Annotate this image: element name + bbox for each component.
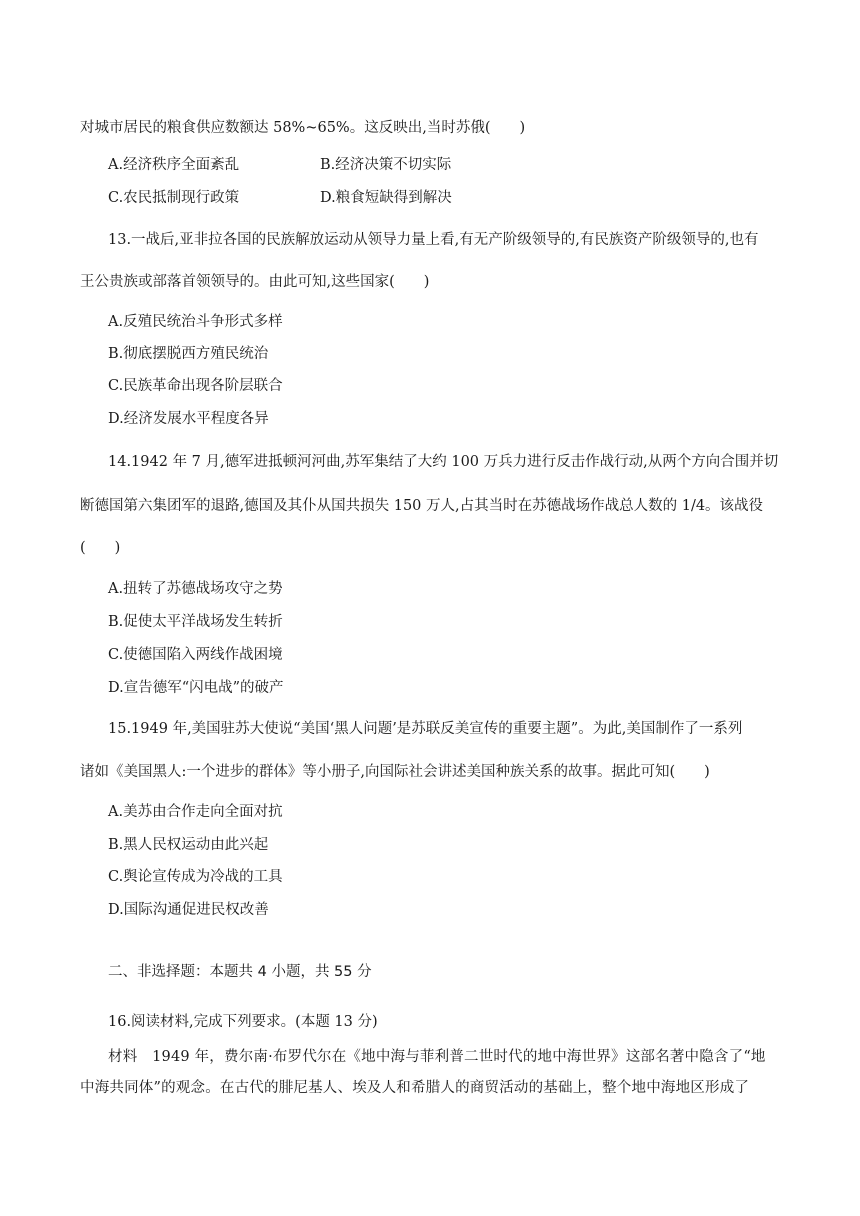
q13-option-a: A.反殖民统治斗争形式多样 (108, 314, 283, 330)
q15-option-d: D.国际沟通促进民权改善 (108, 902, 269, 918)
q12-option-a: A.经济秩序全面紊乱 (108, 157, 240, 173)
q13-option-c: C.民族革命出现各阶层联合 (108, 378, 283, 394)
q15-stem-line1: 15.1949 年,美国驻苏大使说“美国‘黑人问题’是苏联反美宣传的重要主题”。为此,美国制作了一系列 (108, 721, 743, 737)
q16-stem: 16.阅读材料,完成下列要求。(本题 13 分) (108, 1014, 378, 1030)
q15-option-a: A.美苏由合作走向全面对抗 (108, 804, 283, 820)
q13-option-d: D.经济发展水平程度各异 (108, 411, 269, 427)
q14-stem-line1: 14.1942 年 7 月,德军进抵顿河河曲,苏军集结了大约 100 万兵力进行反击作战行动,从两个方向合围并切 (108, 454, 779, 470)
q16-material-line2: 中海共同体”的观念。在古代的腓尼基人、埃及人和希腊人的商贸活动的基础上，整个地中海地区形成了 (80, 1080, 750, 1096)
section-heading: 二、非选择题：本题共 4 小题，共 55 分 (108, 964, 372, 980)
q13-stem-line2: 王公贵族或部落首领领导的。由此可知,这些国家( ) (80, 274, 430, 290)
q14-stem-line3: ( ) (80, 540, 121, 556)
q14-option-a: A.扭转了苏德战场攻守之势 (108, 581, 283, 597)
q15-stem-line2: 诸如《美国黑人:一个进步的群体》等小册子,向国际社会讲述美国种族关系的故事。据此可知( ) (80, 764, 710, 780)
q13-option-b: B.彻底摆脱西方殖民统治 (108, 346, 269, 362)
q16-material-line1: 材料 1949 年，费尔南·布罗代尔在《地中海与菲利普二世时代的地中海世界》这部名著中隐含了“地 (108, 1049, 766, 1065)
q13-stem-line1: 13.一战后,亚非拉各国的民族解放运动从领导力量上看,有无产阶级领导的,有民族资产阶级领导的,也有 (108, 232, 759, 248)
q12-option-b: B.经济决策不切实际 (320, 157, 452, 173)
q12-option-d: D.粮食短缺得到解决 (320, 190, 452, 206)
q14-stem-line2: 断德国第六集团军的退路,德国及其仆从国共损失 150 万人,占其当时在苏德战场作战总人数的 1/4。该战役 (80, 498, 764, 514)
q15-option-c: C.舆论宣传成为冷战的工具 (108, 869, 283, 885)
q14-option-b: B.促使太平洋战场发生转折 (108, 614, 283, 630)
q12-option-c: C.农民抵制现行政策 (108, 190, 240, 206)
q14-option-c: C.使德国陷入两线作战困境 (108, 647, 283, 663)
q15-option-b: B.黑人民权运动由此兴起 (108, 837, 269, 853)
q12-stem-tail: 对城市居民的粮食供应数额达 58%~65%。这反映出,当时苏俄( ) (80, 120, 526, 136)
q14-option-d: D.宣告德军“闪电战”的破产 (108, 680, 284, 696)
